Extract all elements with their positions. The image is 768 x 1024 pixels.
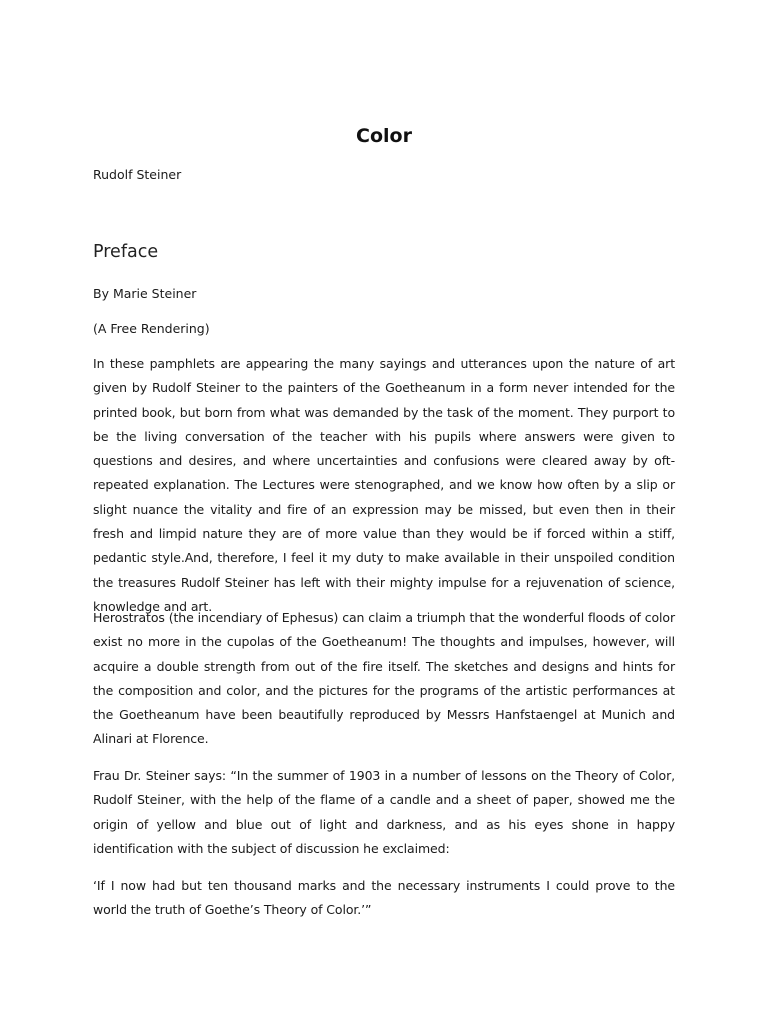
body-paragraph: ‘If I now had but ten thousand marks and the necessary instruments I could prove to the world the truth of Goethe’s Theory of Color.’” — [93, 878, 675, 918]
body-paragraph: Herostratos (the incendiary of Ephesus) can claim a triumph that the wonderful floods of color exist no more in the cupolas of the Goetheanum! The thoughts and impulses, however, will acquire a double strength from out of the fire itself. The sketches and designs and hints for the composition and color, and the pictures for the programs of the artistic performances at the Goetheanum have been beautifully reproduced by Messrs Hanfstaengel at Munich and Alinari at Florence. — [93, 610, 675, 747]
document-author: Rudolf Steiner — [93, 167, 182, 182]
body-paragraph: In these pamphlets are appearing the many sayings and utterances upon the nature of art given by Rudolf Steiner to the painters of the Goetheanum in a form never intended for the printed book, but born from what was demanded by the task of the moment. They purport to be the living conversation of the teacher with his pupils where answers were given to questions and desires, and where uncertainties and confusions were cleared away by oft-repeated explanation. The Lectures were stenographed, and we know how often by a slip or slight nuance the vitality and fire of an expression may be missed, but even then in their fresh and limpid nature they are of more value than they would be if forced within a stiff, pedantic style.And, therefore, I feel it my duty to make available in their unspoiled condition the treasures Rudolf Steiner has left with their mighty impulse for a rejuvenation of science, knowledge and art. — [93, 356, 675, 614]
preface-byline: By Marie Steiner — [93, 286, 197, 301]
document-title: Color — [356, 125, 412, 147]
section-heading: Preface — [93, 242, 159, 262]
preface-subtitle: (A Free Rendering) — [93, 321, 210, 336]
body-paragraph: Frau Dr. Steiner says: “In the summer of 1903 in a number of lessons on the Theory of Color, Rudolf Steiner, with the help of the flame of a candle and a sheet of paper, showed me the origin of yellow and blue out of light and darkness, and as his eyes shone in happy identification with the subject of discussion he exclaimed: — [93, 768, 675, 856]
